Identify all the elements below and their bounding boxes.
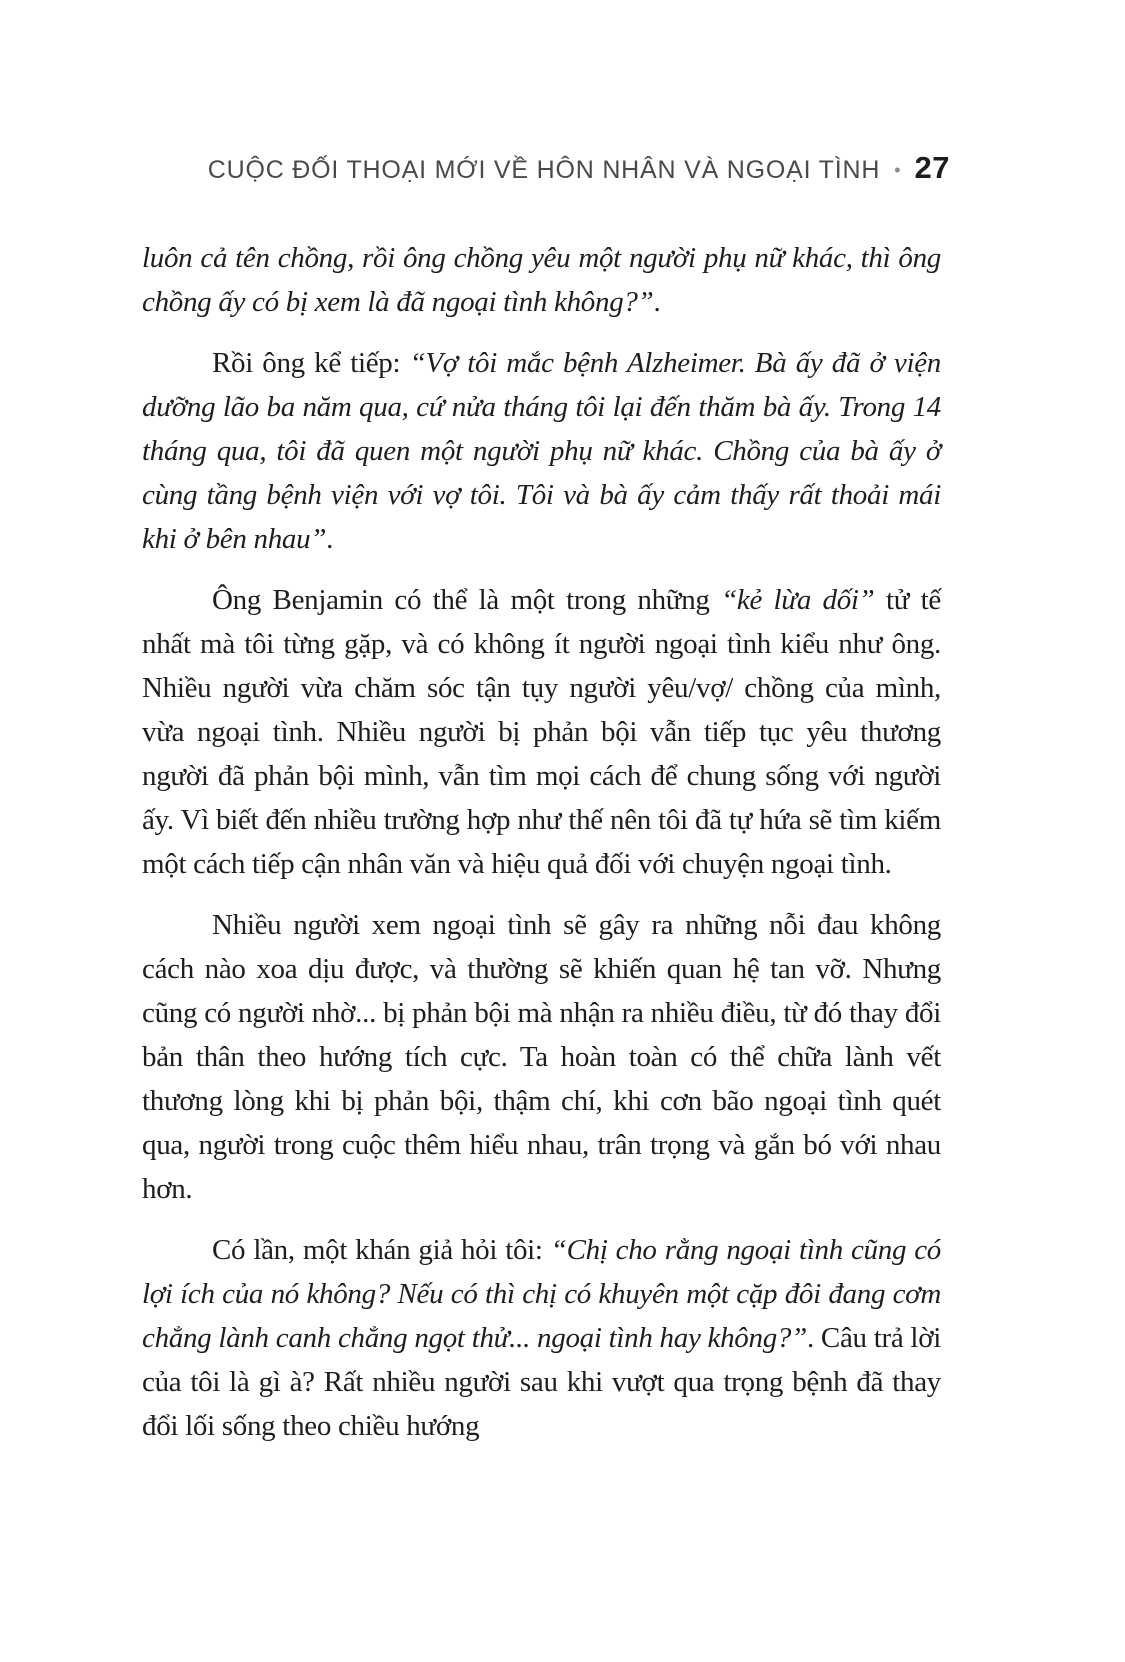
paragraph-4-text: Nhiều người xem ngoại tình sẽ gây ra những nỗi đau không cách nào xoa dịu được, và thường sẽ khiến quan hệ tan vỡ. Nhưng cũng có người nhờ... bị phản bội mà nhận ra nhiều điều, từ đó thay đổi bản thân theo hướng tích cực. Ta hoàn toàn có thể chữa lành vết thương lòng khi bị phản bội, thậm chí, khi cơn bão ngoại tình quét qua, người trong cuộc thêm hiểu nhau, trân trọng và gắn bó với nhau hơn. bbox=[142, 909, 941, 1205]
paragraph-3-quoted-phrase: “kẻ lừa dối” bbox=[721, 584, 875, 616]
header-title: CUỘC ĐỐI THOẠI MỚI VỀ HÔN NHÂN VÀ NGOẠI TÌNH bbox=[207, 156, 881, 184]
paragraph-1-end: . bbox=[653, 286, 661, 318]
paragraph-2-quote: “Vợ tôi mắc bệnh Alzheimer. Bà ấy đã ở viện dưỡng lão ba năm qua, cứ nửa tháng tôi lại đến thăm bà ấy. Trong 14 tháng qua, tôi đã quen một người phụ nữ khác. Chồng của bà ấy ở cùng tầng bệnh viện với vợ tôi. Tôi và bà ấy cảm thấy rất thoải mái khi ở bên nhau” bbox=[142, 347, 942, 555]
page-body bbox=[142, 236, 941, 1465]
paragraph-3-part1: Ông Benjamin có thể là một trong những bbox=[212, 584, 722, 616]
bullet-separator-icon: • bbox=[894, 160, 901, 180]
paragraph-3-part2: tử tế nhất mà tôi từng gặp, và có không ít người ngoại tình kiểu như ông. Nhiều người vừa chăm sóc tận tụy người yêu/vợ/ chồng của mình, vừa ngoại tình. Nhiều người bị phản bội vẫn tiếp tục yêu thương người đã phản bội mình, vẫn tìm mọi cách để chung sống với người ấy. Vì biết đến nhiều trường hợp như thế nên tôi đã tự hứa sẽ tìm kiếm một cách tiếp cận nhân văn và hiệu quả đối với chuyện ngoại tình. bbox=[142, 584, 941, 880]
paragraph-2-end: . bbox=[326, 523, 334, 555]
paragraph-1-quote: luôn cả tên chồng, rồi ông chồng yêu một người phụ nữ khác, thì ông chồng ấy có bị xem là đã ngoại tình không?” bbox=[142, 242, 941, 318]
paragraph-continuation bbox=[142, 236, 941, 324]
paragraph-healing bbox=[142, 903, 941, 1211]
paragraph-audience-question bbox=[142, 1228, 941, 1448]
running-header bbox=[142, 150, 950, 186]
paragraph-2-intro: Rồi ông kể tiếp: bbox=[212, 347, 410, 379]
paragraph-benjamin-quote bbox=[142, 341, 941, 561]
paragraph-5-intro: Có lần, một khán giả hỏi tôi: bbox=[212, 1234, 551, 1266]
paragraph-benjamin-comment bbox=[142, 578, 941, 886]
paragraph-5-quote: “Chị cho rằng ngoại tình cũng có lợi ích của nó không? Nếu có thì chị có khuyên một cặp đôi đang cơm chẳng lành canh chẳng ngọt thử... ngoại tình hay không?” bbox=[142, 1234, 941, 1354]
paragraph-5-answer: . Câu trả lời của tôi là gì à? Rất nhiều người sau khi vượt qua trọng bệnh đã thay đổi lối sống theo chiều hướng bbox=[142, 1322, 941, 1442]
page-number: 27 bbox=[914, 150, 950, 185]
